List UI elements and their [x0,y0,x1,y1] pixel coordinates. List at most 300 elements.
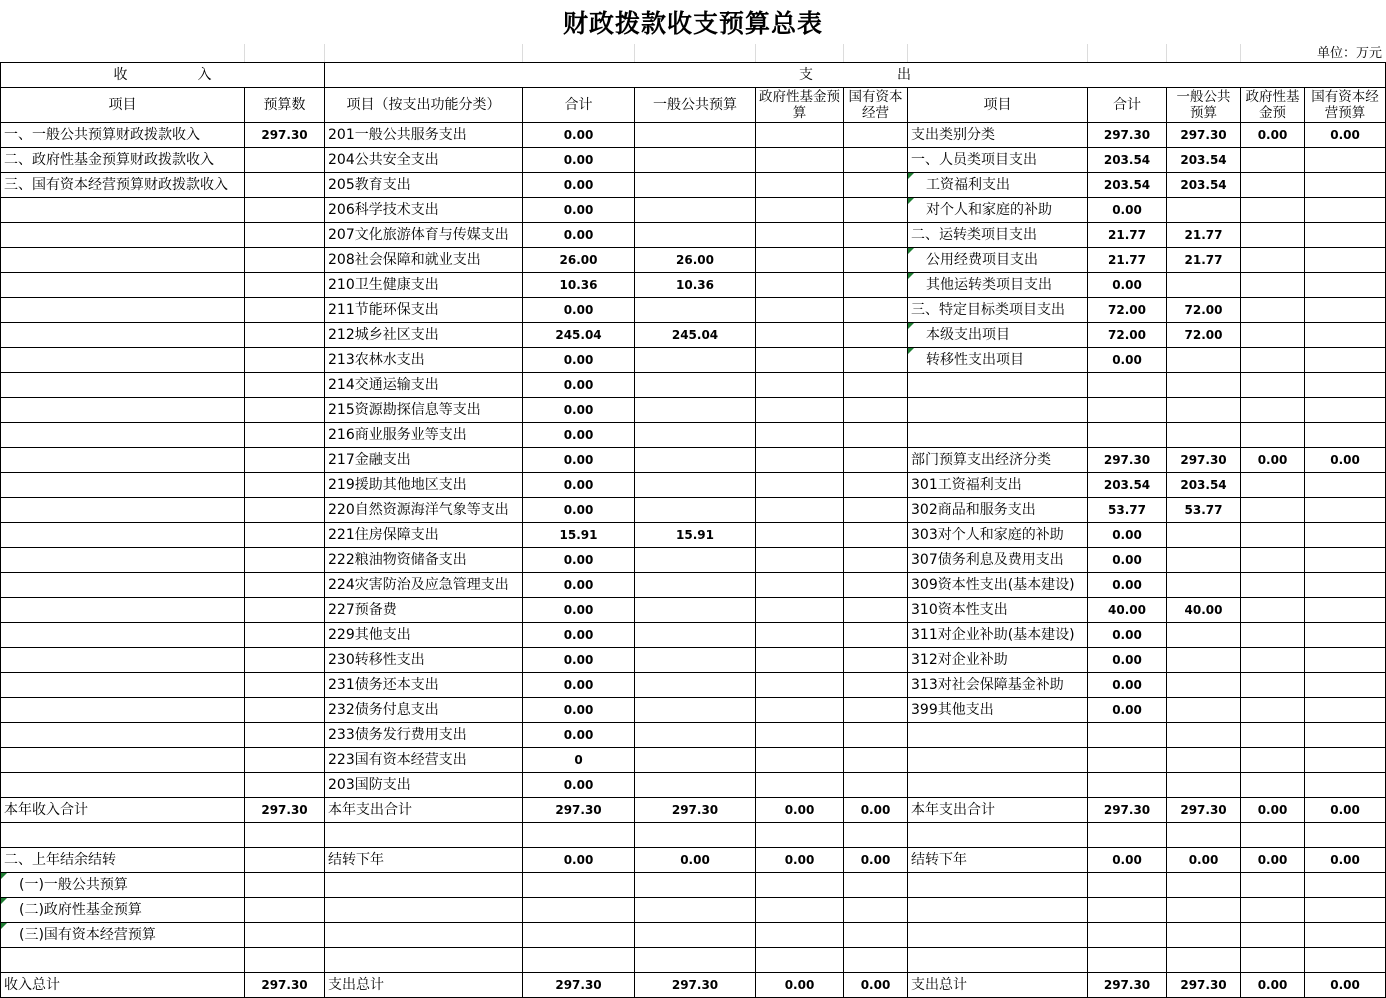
cell-econ-item[interactable] [908,923,1088,948]
cell-func-state[interactable] [844,523,908,548]
cell-econ-state[interactable] [1305,148,1386,173]
cell-func-gov-fund[interactable] [756,523,844,548]
cell-econ-state[interactable] [1305,823,1386,848]
cell-func-item[interactable] [325,823,523,848]
cell-econ-total[interactable]: 0.00 [1088,848,1167,873]
cell-func-item[interactable]: 203国防支出 [325,773,523,798]
cell-econ-item[interactable] [908,423,1088,448]
cell-func-gov-fund[interactable] [756,198,844,223]
cell-func-total[interactable]: 0.00 [523,148,635,173]
cell-func-general[interactable] [635,298,756,323]
cell-func-total[interactable]: 0.00 [523,573,635,598]
cell-income-budget[interactable] [245,923,325,948]
cell-econ-state[interactable] [1305,398,1386,423]
cell-func-item[interactable]: 224灾害防治及应急管理支出 [325,573,523,598]
cell-func-general[interactable] [635,348,756,373]
cell-econ-general[interactable] [1167,273,1241,298]
cell-income-budget[interactable] [245,648,325,673]
cell-econ-total[interactable]: 203.54 [1088,473,1167,498]
cell-func-total[interactable] [523,898,635,923]
cell-econ-gov-fund[interactable] [1241,598,1305,623]
cell-func-general[interactable]: 297.30 [635,798,756,823]
cell-income-item[interactable]: (二)政府性基金预算 [1,898,245,923]
cell-econ-gov-fund[interactable] [1241,398,1305,423]
cell-econ-total[interactable]: 0.00 [1088,198,1167,223]
cell-func-state[interactable] [844,323,908,348]
cell-econ-general[interactable]: 72.00 [1167,323,1241,348]
cell-econ-item[interactable]: 311对企业补助(基本建设) [908,623,1088,648]
cell-func-state[interactable] [844,148,908,173]
cell-income-item[interactable] [1,523,245,548]
cell-func-total[interactable]: 0.00 [523,398,635,423]
cell-func-general[interactable] [635,473,756,498]
cell-func-general[interactable] [635,898,756,923]
cell-econ-general[interactable]: 297.30 [1167,123,1241,148]
cell-income-item[interactable] [1,198,245,223]
cell-func-item[interactable]: 本年支出合计 [325,798,523,823]
cell-func-general[interactable] [635,398,756,423]
cell-func-state[interactable] [844,273,908,298]
cell-func-total[interactable]: 0.00 [523,623,635,648]
cell-econ-state[interactable] [1305,423,1386,448]
cell-econ-gov-fund[interactable] [1241,748,1305,773]
cell-econ-total[interactable] [1088,723,1167,748]
cell-func-item[interactable]: 205教育支出 [325,173,523,198]
cell-func-general[interactable] [635,123,756,148]
cell-econ-state[interactable] [1305,273,1386,298]
cell-func-gov-fund[interactable] [756,273,844,298]
cell-func-item[interactable]: 201一般公共服务支出 [325,123,523,148]
cell-econ-general[interactable] [1167,673,1241,698]
cell-func-state[interactable] [844,448,908,473]
cell-func-general[interactable] [635,773,756,798]
cell-econ-general[interactable]: 203.54 [1167,473,1241,498]
cell-func-total[interactable]: 0.00 [523,598,635,623]
cell-income-item[interactable] [1,673,245,698]
cell-func-state[interactable] [844,248,908,273]
cell-econ-state[interactable]: 0.00 [1305,973,1386,998]
cell-func-general[interactable]: 245.04 [635,323,756,348]
cell-econ-total[interactable] [1088,398,1167,423]
cell-econ-total[interactable] [1088,823,1167,848]
cell-func-general[interactable]: 15.91 [635,523,756,548]
cell-income-item[interactable]: 三、国有资本经营预算财政拨款收入 [1,173,245,198]
cell-func-item[interactable]: 222粮油物资储备支出 [325,548,523,573]
cell-econ-total[interactable]: 53.77 [1088,498,1167,523]
cell-income-item[interactable]: (三)国有资本经营预算 [1,923,245,948]
cell-econ-total[interactable]: 72.00 [1088,298,1167,323]
cell-func-item[interactable]: 212城乡社区支出 [325,323,523,348]
cell-econ-general[interactable] [1167,748,1241,773]
cell-econ-gov-fund[interactable]: 0.00 [1241,798,1305,823]
cell-econ-item[interactable]: 本年支出合计 [908,798,1088,823]
cell-econ-item[interactable]: 313对社会保障基金补助 [908,673,1088,698]
cell-func-gov-fund[interactable] [756,873,844,898]
cell-econ-gov-fund[interactable] [1241,698,1305,723]
cell-func-gov-fund[interactable]: 0.00 [756,848,844,873]
cell-econ-item[interactable]: 303对个人和家庭的补助 [908,523,1088,548]
cell-func-total[interactable]: 0.00 [523,423,635,448]
cell-econ-gov-fund[interactable]: 0.00 [1241,848,1305,873]
cell-econ-item[interactable] [908,398,1088,423]
cell-econ-state[interactable] [1305,298,1386,323]
cell-income-item[interactable] [1,948,245,973]
cell-econ-gov-fund[interactable] [1241,648,1305,673]
cell-func-total[interactable]: 0.00 [523,548,635,573]
cell-func-total[interactable]: 15.91 [523,523,635,548]
cell-func-state[interactable] [844,898,908,923]
cell-func-total[interactable]: 297.30 [523,973,635,998]
cell-income-budget[interactable] [245,823,325,848]
cell-econ-general[interactable]: 72.00 [1167,298,1241,323]
cell-econ-total[interactable]: 21.77 [1088,223,1167,248]
cell-econ-state[interactable] [1305,898,1386,923]
cell-econ-total[interactable]: 72.00 [1088,323,1167,348]
cell-econ-general[interactable]: 0.00 [1167,848,1241,873]
cell-econ-total[interactable]: 0.00 [1088,348,1167,373]
cell-econ-general[interactable]: 53.77 [1167,498,1241,523]
cell-econ-total[interactable]: 0.00 [1088,623,1167,648]
cell-func-general[interactable] [635,423,756,448]
cell-econ-gov-fund[interactable] [1241,223,1305,248]
cell-func-state[interactable] [844,398,908,423]
cell-econ-total[interactable]: 0.00 [1088,548,1167,573]
cell-income-item[interactable] [1,273,245,298]
cell-econ-gov-fund[interactable] [1241,473,1305,498]
cell-income-item[interactable] [1,623,245,648]
cell-income-item[interactable] [1,498,245,523]
cell-econ-state[interactable] [1305,773,1386,798]
cell-func-gov-fund[interactable] [756,248,844,273]
cell-econ-gov-fund[interactable] [1241,348,1305,373]
cell-income-budget[interactable]: 297.30 [245,798,325,823]
cell-func-gov-fund[interactable] [756,373,844,398]
cell-func-state[interactable] [844,948,908,973]
cell-econ-state[interactable] [1305,523,1386,548]
cell-func-total[interactable]: 0.00 [523,648,635,673]
cell-func-state[interactable] [844,723,908,748]
cell-func-state[interactable] [844,298,908,323]
cell-func-gov-fund[interactable] [756,223,844,248]
cell-func-state[interactable] [844,923,908,948]
cell-income-item[interactable] [1,323,245,348]
cell-econ-gov-fund[interactable] [1241,773,1305,798]
cell-econ-state[interactable] [1305,173,1386,198]
cell-func-gov-fund[interactable] [756,898,844,923]
cell-econ-general[interactable]: 21.77 [1167,223,1241,248]
cell-func-total[interactable]: 0.00 [523,473,635,498]
cell-func-general[interactable]: 297.30 [635,973,756,998]
cell-func-item[interactable]: 221住房保障支出 [325,523,523,548]
cell-func-state[interactable] [844,748,908,773]
cell-func-item[interactable]: 231债务还本支出 [325,673,523,698]
cell-func-item[interactable]: 227预备费 [325,598,523,623]
cell-income-budget[interactable] [245,598,325,623]
cell-econ-general[interactable] [1167,773,1241,798]
cell-income-item[interactable] [1,723,245,748]
cell-econ-state[interactable] [1305,748,1386,773]
cell-econ-item[interactable]: 部门预算支出经济分类 [908,448,1088,473]
cell-func-gov-fund[interactable]: 0.00 [756,798,844,823]
cell-econ-gov-fund[interactable] [1241,198,1305,223]
cell-econ-general[interactable] [1167,948,1241,973]
cell-econ-total[interactable]: 0.00 [1088,523,1167,548]
cell-income-item[interactable] [1,698,245,723]
cell-econ-general[interactable] [1167,823,1241,848]
cell-func-state[interactable] [844,773,908,798]
cell-func-item[interactable]: 229其他支出 [325,623,523,648]
cell-func-gov-fund[interactable] [756,323,844,348]
cell-func-total[interactable] [523,923,635,948]
cell-func-total[interactable]: 0.00 [523,373,635,398]
cell-func-general[interactable] [635,648,756,673]
cell-func-state[interactable] [844,123,908,148]
cell-income-budget[interactable]: 297.30 [245,973,325,998]
cell-income-budget[interactable] [245,873,325,898]
cell-func-state[interactable] [844,698,908,723]
cell-func-general[interactable]: 10.36 [635,273,756,298]
cell-income-item[interactable] [1,248,245,273]
cell-econ-item[interactable] [908,773,1088,798]
cell-func-state[interactable] [844,573,908,598]
cell-econ-general[interactable] [1167,373,1241,398]
cell-econ-state[interactable] [1305,948,1386,973]
cell-func-gov-fund[interactable] [756,698,844,723]
cell-econ-gov-fund[interactable]: 0.00 [1241,123,1305,148]
cell-income-item[interactable] [1,773,245,798]
cell-econ-gov-fund[interactable] [1241,523,1305,548]
cell-econ-item[interactable]: 其他运转类项目支出 [908,273,1088,298]
cell-func-total[interactable]: 0.00 [523,498,635,523]
cell-econ-gov-fund[interactable] [1241,898,1305,923]
cell-econ-total[interactable]: 0.00 [1088,273,1167,298]
cell-econ-general[interactable] [1167,648,1241,673]
cell-func-state[interactable] [844,548,908,573]
cell-income-item[interactable] [1,398,245,423]
cell-econ-item[interactable] [908,723,1088,748]
cell-func-general[interactable] [635,373,756,398]
cell-func-state[interactable] [844,823,908,848]
cell-income-item[interactable] [1,298,245,323]
cell-func-item[interactable] [325,898,523,923]
cell-econ-general[interactable] [1167,548,1241,573]
cell-econ-state[interactable] [1305,673,1386,698]
cell-econ-item[interactable]: 309资本性支出(基本建设) [908,573,1088,598]
cell-income-item[interactable] [1,648,245,673]
cell-econ-state[interactable] [1305,723,1386,748]
cell-econ-item[interactable] [908,823,1088,848]
cell-econ-general[interactable]: 297.30 [1167,973,1241,998]
cell-func-item[interactable]: 210卫生健康支出 [325,273,523,298]
cell-func-general[interactable]: 0.00 [635,848,756,873]
cell-econ-total[interactable]: 297.30 [1088,448,1167,473]
cell-func-general[interactable] [635,923,756,948]
cell-func-gov-fund[interactable] [756,723,844,748]
cell-income-budget[interactable] [245,298,325,323]
cell-econ-gov-fund[interactable] [1241,873,1305,898]
cell-econ-general[interactable] [1167,573,1241,598]
cell-econ-item[interactable]: 310资本性支出 [908,598,1088,623]
cell-func-general[interactable] [635,623,756,648]
cell-income-budget[interactable] [245,448,325,473]
cell-income-item[interactable] [1,748,245,773]
cell-func-item[interactable]: 220自然资源海洋气象等支出 [325,498,523,523]
cell-econ-item[interactable] [908,373,1088,398]
cell-econ-general[interactable] [1167,398,1241,423]
cell-func-state[interactable] [844,348,908,373]
cell-econ-gov-fund[interactable] [1241,273,1305,298]
cell-func-item[interactable]: 结转下年 [325,848,523,873]
cell-econ-item[interactable]: 工资福利支出 [908,173,1088,198]
cell-econ-total[interactable] [1088,898,1167,923]
cell-econ-item[interactable]: 本级支出项目 [908,323,1088,348]
cell-income-budget[interactable] [245,423,325,448]
cell-econ-item[interactable]: 对个人和家庭的补助 [908,198,1088,223]
cell-func-general[interactable] [635,573,756,598]
cell-econ-total[interactable]: 21.77 [1088,248,1167,273]
cell-income-budget[interactable] [245,623,325,648]
cell-func-general[interactable] [635,598,756,623]
cell-econ-total[interactable]: 203.54 [1088,148,1167,173]
cell-income-budget[interactable] [245,698,325,723]
cell-income-item[interactable]: (一)一般公共预算 [1,873,245,898]
cell-income-budget[interactable] [245,323,325,348]
cell-income-budget[interactable] [245,523,325,548]
cell-econ-total[interactable]: 297.30 [1088,123,1167,148]
cell-econ-general[interactable] [1167,523,1241,548]
cell-func-item[interactable]: 支出总计 [325,973,523,998]
cell-income-budget[interactable] [245,548,325,573]
cell-econ-total[interactable] [1088,423,1167,448]
cell-econ-general[interactable]: 40.00 [1167,598,1241,623]
cell-income-item[interactable] [1,823,245,848]
cell-econ-gov-fund[interactable]: 0.00 [1241,973,1305,998]
cell-econ-state[interactable] [1305,923,1386,948]
cell-func-gov-fund[interactable] [756,423,844,448]
cell-func-gov-fund[interactable] [756,173,844,198]
cell-econ-state[interactable] [1305,648,1386,673]
cell-econ-total[interactable]: 0.00 [1088,648,1167,673]
cell-econ-state[interactable] [1305,198,1386,223]
cell-func-general[interactable] [635,548,756,573]
cell-econ-general[interactable] [1167,923,1241,948]
cell-func-general[interactable] [635,498,756,523]
cell-func-gov-fund[interactable] [756,573,844,598]
cell-func-gov-fund[interactable] [756,623,844,648]
cell-income-item[interactable] [1,598,245,623]
cell-econ-item[interactable]: 转移性支出项目 [908,348,1088,373]
cell-func-state[interactable] [844,498,908,523]
cell-econ-general[interactable]: 203.54 [1167,173,1241,198]
cell-econ-item[interactable]: 一、人员类项目支出 [908,148,1088,173]
cell-income-budget[interactable] [245,148,325,173]
cell-econ-gov-fund[interactable] [1241,573,1305,598]
cell-func-gov-fund[interactable] [756,123,844,148]
cell-econ-gov-fund[interactable] [1241,948,1305,973]
cell-econ-state[interactable] [1305,548,1386,573]
cell-func-total[interactable]: 0.00 [523,173,635,198]
cell-econ-item[interactable]: 支出类别分类 [908,123,1088,148]
cell-econ-gov-fund[interactable] [1241,323,1305,348]
cell-income-budget[interactable] [245,573,325,598]
cell-econ-state[interactable] [1305,498,1386,523]
cell-func-total[interactable]: 0.00 [523,348,635,373]
cell-func-state[interactable]: 0.00 [844,798,908,823]
cell-func-total[interactable]: 0.00 [523,223,635,248]
cell-func-gov-fund[interactable] [756,498,844,523]
cell-econ-gov-fund[interactable] [1241,423,1305,448]
cell-econ-item[interactable]: 三、特定目标类项目支出 [908,298,1088,323]
cell-econ-item[interactable] [908,948,1088,973]
cell-econ-total[interactable]: 0.00 [1088,573,1167,598]
cell-income-item[interactable] [1,373,245,398]
cell-func-state[interactable] [844,473,908,498]
cell-func-item[interactable]: 223国有资本经营支出 [325,748,523,773]
cell-econ-state[interactable] [1305,473,1386,498]
cell-econ-general[interactable]: 203.54 [1167,148,1241,173]
cell-func-general[interactable] [635,823,756,848]
cell-func-general[interactable] [635,148,756,173]
cell-func-total[interactable] [523,873,635,898]
cell-econ-state[interactable]: 0.00 [1305,123,1386,148]
cell-func-general[interactable] [635,698,756,723]
cell-econ-state[interactable]: 0.00 [1305,798,1386,823]
cell-func-total[interactable]: 0.00 [523,773,635,798]
cell-func-total[interactable]: 0 [523,748,635,773]
cell-func-gov-fund[interactable]: 0.00 [756,973,844,998]
cell-econ-gov-fund[interactable] [1241,923,1305,948]
cell-func-total[interactable]: 0.00 [523,448,635,473]
cell-func-item[interactable]: 206科学技术支出 [325,198,523,223]
cell-func-state[interactable] [844,648,908,673]
cell-func-total[interactable]: 0.00 [523,298,635,323]
cell-income-budget[interactable] [245,948,325,973]
cell-func-item[interactable]: 215资源勘探信息等支出 [325,398,523,423]
cell-func-item[interactable]: 211节能环保支出 [325,298,523,323]
cell-income-budget[interactable] [245,748,325,773]
cell-func-state[interactable] [844,873,908,898]
cell-econ-total[interactable]: 297.30 [1088,973,1167,998]
cell-func-total[interactable]: 0.00 [523,848,635,873]
cell-econ-state[interactable] [1305,373,1386,398]
cell-econ-state[interactable] [1305,873,1386,898]
cell-income-budget[interactable] [245,198,325,223]
cell-func-item[interactable]: 216商业服务业等支出 [325,423,523,448]
cell-income-item[interactable]: 本年收入合计 [1,798,245,823]
cell-econ-gov-fund[interactable] [1241,623,1305,648]
cell-econ-general[interactable]: 297.30 [1167,448,1241,473]
cell-func-general[interactable] [635,873,756,898]
cell-func-item[interactable]: 233债务发行费用支出 [325,723,523,748]
cell-func-state[interactable] [844,373,908,398]
cell-econ-item[interactable]: 312对企业补助 [908,648,1088,673]
cell-econ-state[interactable] [1305,598,1386,623]
cell-func-state[interactable] [844,673,908,698]
cell-func-gov-fund[interactable] [756,773,844,798]
cell-func-gov-fund[interactable] [756,823,844,848]
cell-func-item[interactable]: 207文化旅游体育与传媒支出 [325,223,523,248]
cell-econ-gov-fund[interactable] [1241,248,1305,273]
cell-func-gov-fund[interactable] [756,948,844,973]
cell-income-item[interactable] [1,423,245,448]
cell-econ-general[interactable] [1167,698,1241,723]
cell-func-general[interactable] [635,198,756,223]
cell-func-gov-fund[interactable] [756,923,844,948]
cell-income-item[interactable]: 收入总计 [1,973,245,998]
cell-func-state[interactable] [844,198,908,223]
cell-econ-gov-fund[interactable] [1241,148,1305,173]
cell-func-total[interactable]: 0.00 [523,673,635,698]
